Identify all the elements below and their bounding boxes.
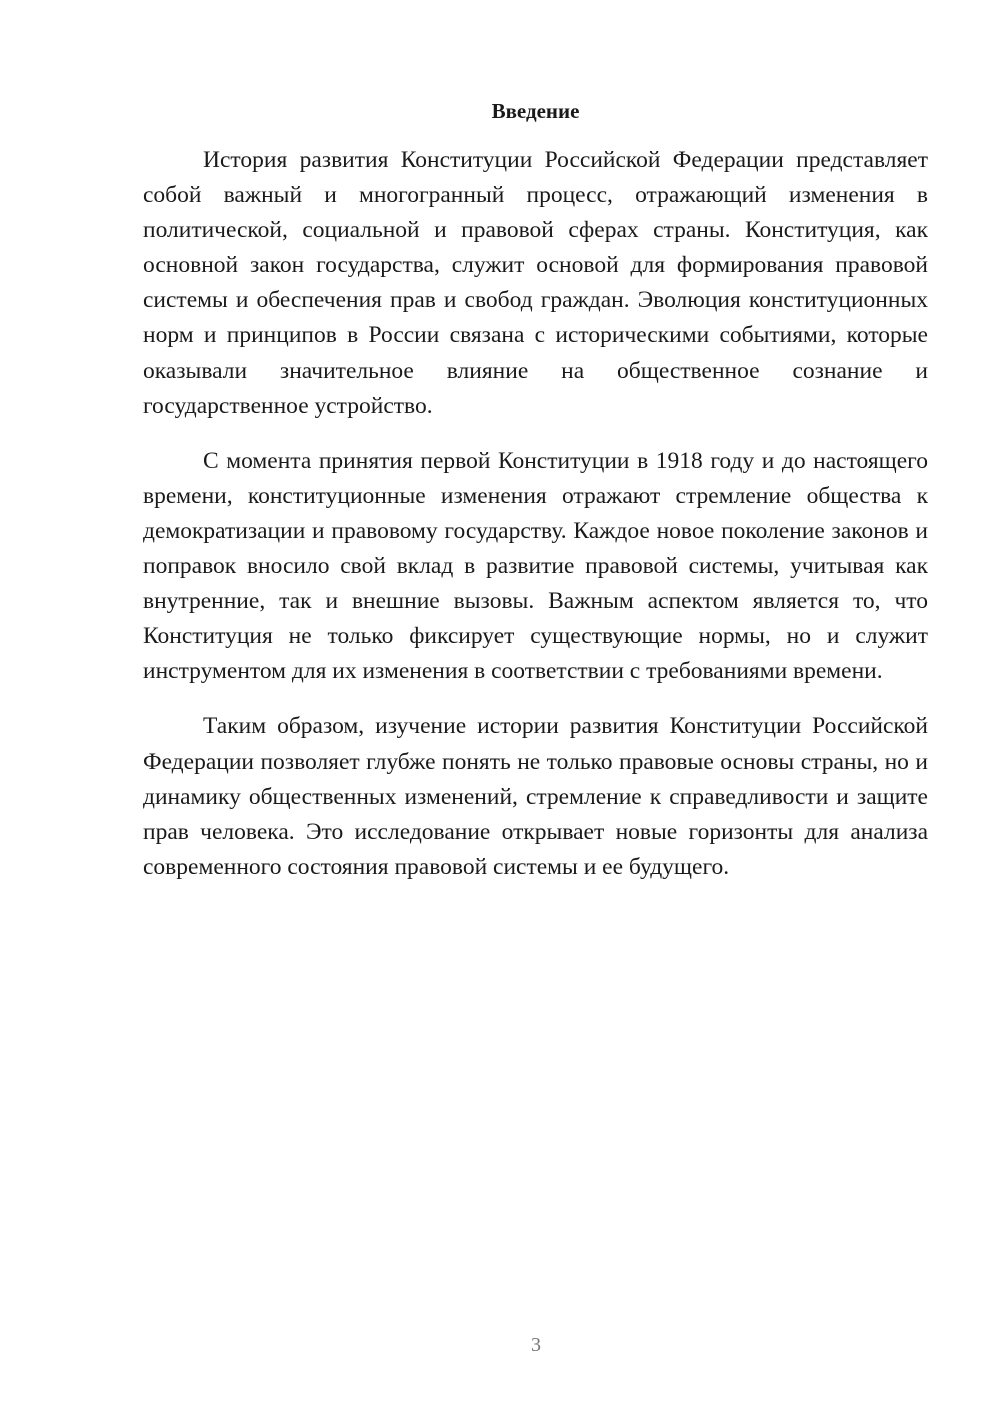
section-title: Введение [491,99,580,123]
paragraph-3: Таким образом, изучение истории развития Конституции Российской Федерации позволяет глубже понять не только правовые основы страны, но и динамику общественных изменений, стремление к справедливости и защите прав человека. Это исследование открывает новые горизонты для анализа современного состояния правовой системы и ее будущего. [143,713,928,880]
paragraph-2: С момента принятия первой Конституции в 1918 году и до настоящего времени, конституционные изменения отражают стремление общества к демократизации и правовому государству. Каждое новое поколение законов и поправок вносило свой вклад в развитие правовой системы, учитывая как внутренние, так и внешние вызовы. Важным аспектом является то, что Конституция не только фиксирует существующие нормы, но и служит инструментом для их изменения в соответствии с требованиями времени. [143,447,928,685]
page-content [143,96,928,905]
page-number: 3 [531,1334,541,1356]
paragraph-1: История развития Конституции Российской Федерации представляет собой важный и многогранный процесс, отражающий изменения в политической, социальной и правовой сферах страны. Конституция, как основной закон государства, служит основой для формирования правовой системы и обеспечения прав и свобод граждан. Эволюция конституционных норм и принципов в России связана с историческими событиями, которые оказывали значительное влияние на общественное сознание и государственное устройство. [143,147,928,419]
